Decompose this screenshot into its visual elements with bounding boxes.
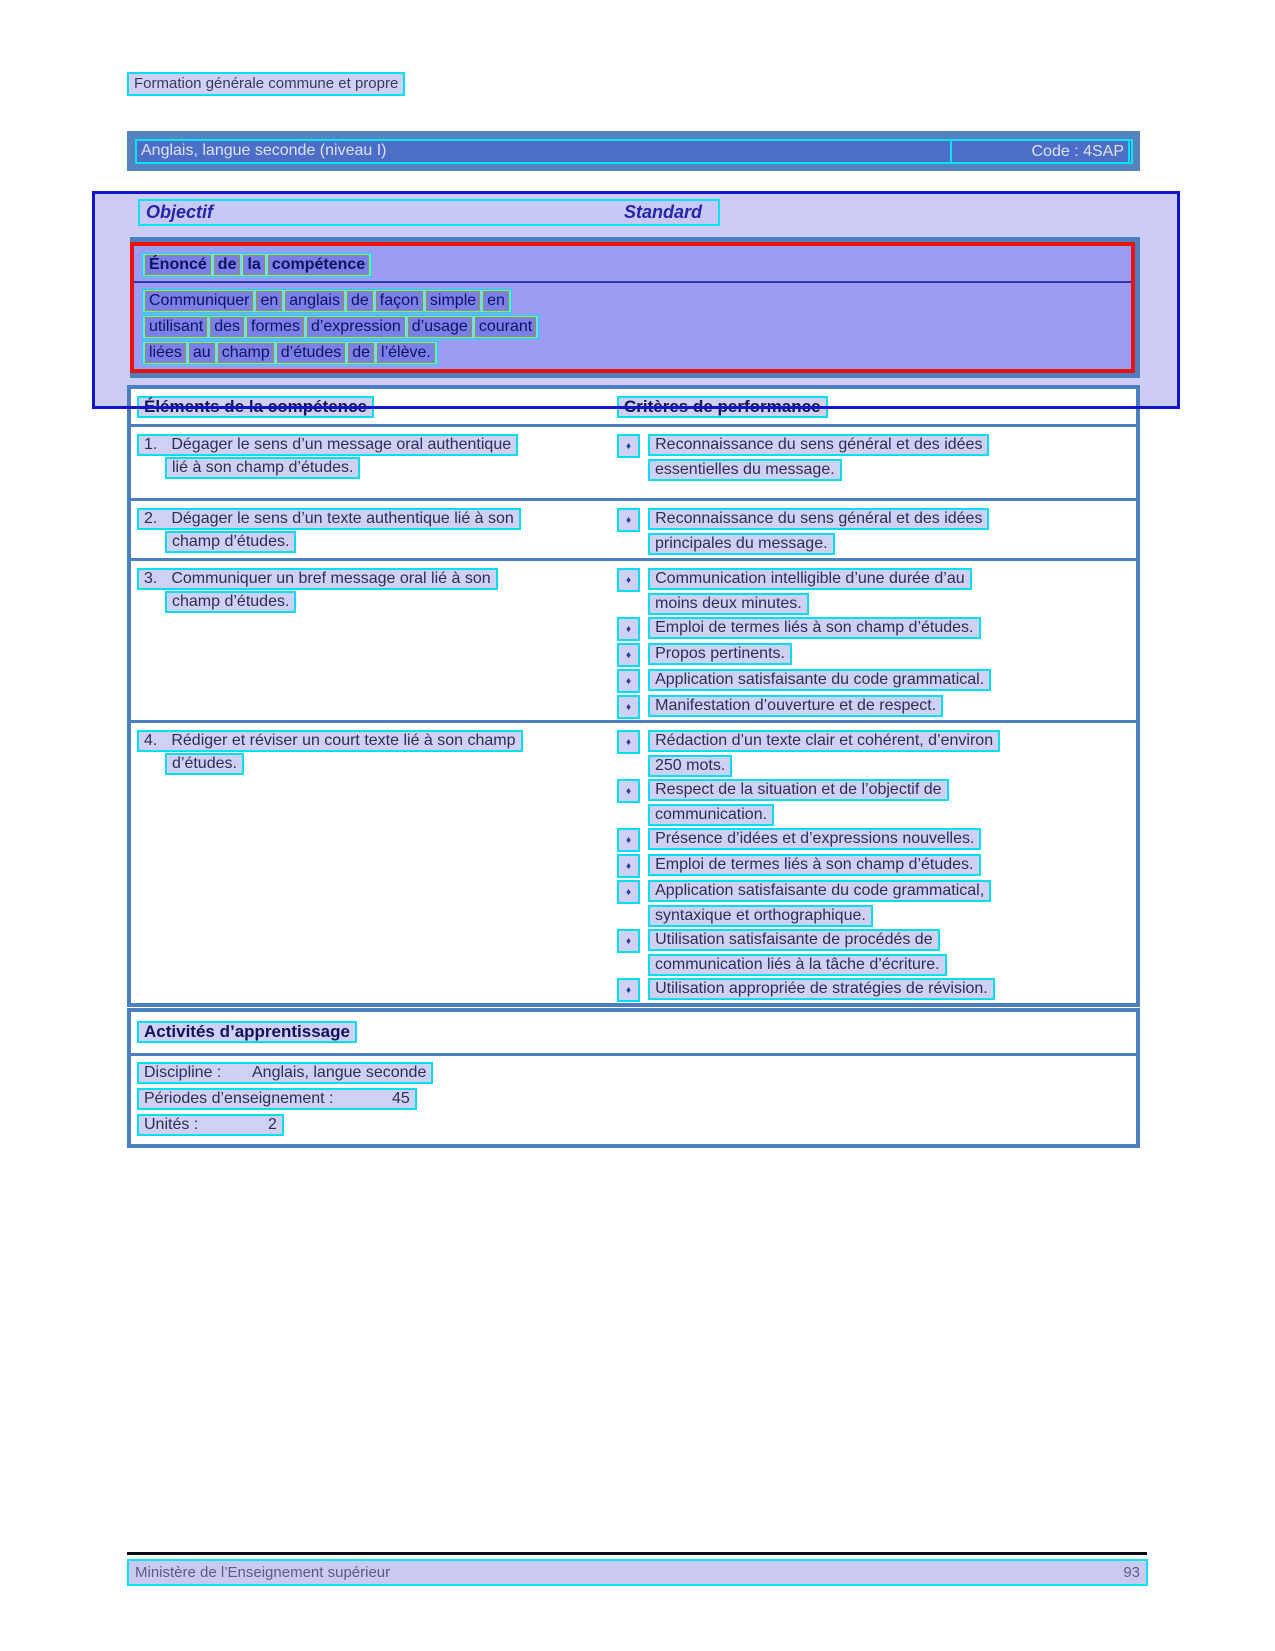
bullet-glyph: ♦: [626, 515, 632, 526]
criterion-text: Emploi de termes liés à son champ d’études.: [648, 617, 980, 639]
criterion-text: moins deux minutes.: [648, 593, 809, 615]
bullet-glyph: ♦: [626, 676, 632, 687]
element-first-line: Rédiger et réviser un court texte lié à son champ: [171, 732, 516, 749]
standard-heading: Standard: [624, 202, 703, 222]
diamond-bullet-icon: [617, 828, 640, 852]
element-text: [137, 508, 521, 530]
criterion-line: [617, 434, 1136, 458]
element-text: [137, 434, 518, 456]
criterion: [617, 669, 1136, 693]
footer-ministry: Ministère de l’Enseignement supérieur: [135, 1564, 391, 1581]
bullet-glyph: ♦: [626, 575, 632, 586]
diamond-bullet-icon: [617, 508, 640, 532]
element-text: d’études.: [165, 753, 244, 775]
table-row: [131, 498, 1136, 558]
enonce-line-words: [142, 341, 438, 365]
criterion-text: Emploi de termes liés à son champ d’études.: [648, 854, 980, 876]
element-first-line: Dégager le sens d’un message oral authentique: [171, 436, 512, 453]
criterion: [617, 434, 1136, 481]
diamond-bullet-icon: [617, 730, 640, 754]
criterion-text: 250 mots.: [648, 755, 732, 777]
activity-item-unites: [137, 1114, 1136, 1136]
criterion: [617, 508, 1136, 555]
criterion-text: syntaxique et orthographique.: [648, 905, 873, 927]
bullet-glyph: ♦: [626, 737, 632, 748]
element-cell: [131, 730, 611, 1003]
criterion: [617, 643, 1136, 667]
table-rows: [131, 427, 1136, 1003]
criterion-line: [648, 459, 1136, 481]
enonce-title: [134, 246, 1131, 281]
criterion: [617, 854, 1136, 878]
unites-value: 2: [268, 1116, 277, 1133]
element-line: [137, 508, 611, 530]
criterion-line: [617, 828, 1136, 852]
criteria-cell: [611, 568, 1136, 720]
criterion-line: [617, 617, 1136, 641]
bullet-glyph: ♦: [626, 441, 632, 452]
activities-body: [131, 1056, 1136, 1136]
criterion-line: [617, 854, 1136, 878]
diamond-bullet-icon: [617, 978, 640, 1002]
criterion-line: [617, 929, 1136, 953]
criterion-text: Manifestation d’ouverture et de respect.: [648, 695, 943, 717]
enonce-body-lines: [134, 283, 1131, 365]
title-bar-highlight: [135, 139, 1133, 164]
enonce-word: d’études: [277, 343, 346, 363]
enonce-word: courant: [475, 317, 536, 337]
objectif-box-bottom-border: [92, 406, 1180, 409]
element-line: [137, 434, 611, 456]
element-line: [165, 531, 611, 553]
bullet-glyph: ♦: [626, 624, 632, 635]
enonce-line: [142, 315, 1123, 339]
criterion-line: [617, 508, 1136, 532]
enonce-line: [142, 289, 1123, 313]
criterion-text: Respect de la situation et de l’objectif de: [648, 779, 948, 801]
activities-title: Activités d’apprentissage: [137, 1021, 357, 1043]
element-text: [137, 568, 498, 590]
criterion-text: essentielles du message.: [648, 459, 842, 481]
criterion-line: [617, 978, 1136, 1002]
table-row: [131, 427, 1136, 498]
bullet-glyph: ♦: [626, 702, 632, 713]
diamond-bullet-icon: [617, 695, 640, 719]
bullet-glyph: ♦: [626, 650, 632, 661]
enonce-title-word: la: [243, 255, 264, 275]
enonce-line-words: [142, 289, 512, 313]
criterion: [617, 730, 1136, 777]
enonce-word: des: [210, 317, 244, 337]
element-text: [137, 730, 523, 752]
enonce-word: façon: [376, 291, 423, 311]
criterion-line: [617, 730, 1136, 754]
page-top-label: Formation générale commune et propre: [127, 72, 405, 96]
discipline-label: Discipline :: [144, 1064, 222, 1081]
element-line: [137, 568, 611, 590]
element-text: lié à son champ d’études.: [165, 457, 360, 479]
enonce-word: en: [483, 291, 509, 311]
enonce-word: l’élève.: [377, 343, 435, 363]
diamond-bullet-icon: [617, 929, 640, 953]
element-first-line: Communiquer un bref message oral lié à son: [171, 570, 491, 587]
enonce-title-word: de: [214, 255, 241, 275]
objectif-standard-highlight: [138, 199, 720, 226]
criterion: [617, 828, 1136, 852]
course-code: Code : 4SAP: [950, 139, 1130, 164]
element-line: [165, 591, 611, 613]
element-line: [165, 457, 611, 479]
criterion-text: principales du message.: [648, 533, 835, 555]
enonce-word: anglais: [285, 291, 344, 311]
enonce-word: au: [189, 343, 215, 363]
criterion-text: communication liés à la tâche d’écriture.: [648, 954, 947, 976]
page-footer: [127, 1559, 1148, 1586]
diamond-bullet-icon: [617, 854, 640, 878]
enonce-line: [142, 341, 1123, 365]
element-cell: [131, 508, 611, 558]
footer-page-number: 93: [1123, 1564, 1140, 1581]
element-text: champ d’études.: [165, 531, 296, 553]
criterion-line: [648, 804, 1136, 826]
criteria-cell: [611, 434, 1136, 498]
criterion-text: Propos pertinents.: [648, 643, 792, 665]
enonce-word: Communiquer: [145, 291, 253, 311]
enonce-word: simple: [426, 291, 480, 311]
enonce-box: [130, 237, 1140, 378]
table-header-criteria: [611, 396, 1136, 424]
enonce-word: utilisant: [145, 317, 207, 337]
competence-table: [127, 385, 1140, 1007]
bullet-glyph: ♦: [626, 985, 632, 996]
criterion-line: [648, 533, 1136, 555]
enonce-title-word: compétence: [268, 255, 369, 275]
activity-item-discipline: [137, 1062, 1136, 1084]
course-title: Anglais, langue seconde (niveau I): [141, 142, 387, 159]
table-row: [131, 720, 1136, 1003]
criterion-text: Application satisfaisante du code grammatical.: [648, 669, 991, 691]
criterion-line: [617, 880, 1136, 904]
criterion-text: Utilisation appropriée de stratégies de révision.: [648, 978, 995, 1000]
criterion-line: [617, 669, 1136, 693]
criterion-text: Utilisation satisfaisante de procédés de: [648, 929, 940, 951]
diamond-bullet-icon: [617, 434, 640, 458]
criterion-text: Reconnaissance du sens général et des idées: [648, 508, 989, 530]
diamond-bullet-icon: [617, 617, 640, 641]
criterion-line: [617, 568, 1136, 592]
enonce-word: d’usage: [408, 317, 472, 337]
criterion-text: Rédaction d’un texte clair et cohérent, d’environ: [648, 730, 1000, 752]
criterion-line: [648, 954, 1136, 976]
element-line: [165, 753, 611, 775]
bullet-glyph: ♦: [626, 887, 632, 898]
table-header-elements: [131, 396, 611, 424]
criterion-line: [617, 695, 1136, 719]
bullet-glyph: ♦: [626, 835, 632, 846]
enonce-word: liées: [145, 343, 186, 363]
element-number: 2.: [144, 510, 158, 527]
diamond-bullet-icon: [617, 880, 640, 904]
diamond-bullet-icon: [617, 779, 640, 803]
element-number: 3.: [144, 570, 158, 587]
enonce-box-inner: [130, 242, 1135, 373]
bullet-glyph: ♦: [626, 936, 632, 947]
diamond-bullet-icon: [617, 643, 640, 667]
criterion: [617, 779, 1136, 826]
objectif-heading: Objectif: [146, 202, 214, 222]
activities-box: [127, 1008, 1140, 1148]
element-number: 4.: [144, 732, 158, 749]
enonce-line-words: [142, 315, 539, 339]
criteria-cell: [611, 730, 1136, 1003]
criterion-text: communication.: [648, 804, 774, 826]
activity-item-periodes: [137, 1088, 1136, 1110]
footer-rule: [127, 1552, 1147, 1555]
criterion-text: Application satisfaisante du code grammatical,: [648, 880, 991, 902]
enonce-word: d’expression: [307, 317, 405, 337]
enonce-word: champ: [218, 343, 274, 363]
bullet-glyph: ♦: [626, 861, 632, 872]
element-cell: [131, 568, 611, 720]
criterion: [617, 695, 1136, 719]
criterion-text: Communication intelligible d’une durée d’au: [648, 568, 972, 590]
element-line: [137, 730, 611, 752]
diamond-bullet-icon: [617, 669, 640, 693]
criterion: [617, 929, 1136, 976]
criterion: [617, 617, 1136, 641]
enonce-word: de: [347, 291, 373, 311]
bullet-glyph: ♦: [626, 786, 632, 797]
criterion-text: Reconnaissance du sens général et des idées: [648, 434, 989, 456]
criterion: [617, 978, 1136, 1002]
diamond-bullet-icon: [617, 568, 640, 592]
element-text: champ d’études.: [165, 591, 296, 613]
criterion: [617, 568, 1136, 615]
criterion: [617, 880, 1136, 927]
enonce-word: formes: [247, 317, 304, 337]
criterion-line: [648, 755, 1136, 777]
periodes-label: Périodes d’enseignement :: [144, 1090, 334, 1107]
discipline-value: Anglais, langue seconde: [252, 1064, 427, 1081]
element-cell: [131, 434, 611, 498]
title-bar: [127, 131, 1140, 171]
enonce-word: en: [256, 291, 282, 311]
criterion-line: [648, 905, 1136, 927]
criteria-cell: [611, 508, 1136, 558]
criterion-line: [648, 593, 1136, 615]
element-number: 1.: [144, 436, 158, 453]
enonce-word: de: [348, 343, 374, 363]
element-first-line: Dégager le sens d’un texte authentique lié à son: [171, 510, 514, 527]
unites-label: Unités :: [144, 1116, 199, 1133]
criterion-line: [617, 643, 1136, 667]
periodes-value: 45: [392, 1090, 410, 1107]
enonce-title-words: [142, 253, 372, 277]
activities-title-row: [131, 1012, 1136, 1053]
criterion-line: [617, 779, 1136, 803]
table-row: [131, 558, 1136, 720]
criterion-text: Présence d’idées et d’expressions nouvelles.: [648, 828, 981, 850]
enonce-title-word: Énoncé: [145, 255, 211, 275]
